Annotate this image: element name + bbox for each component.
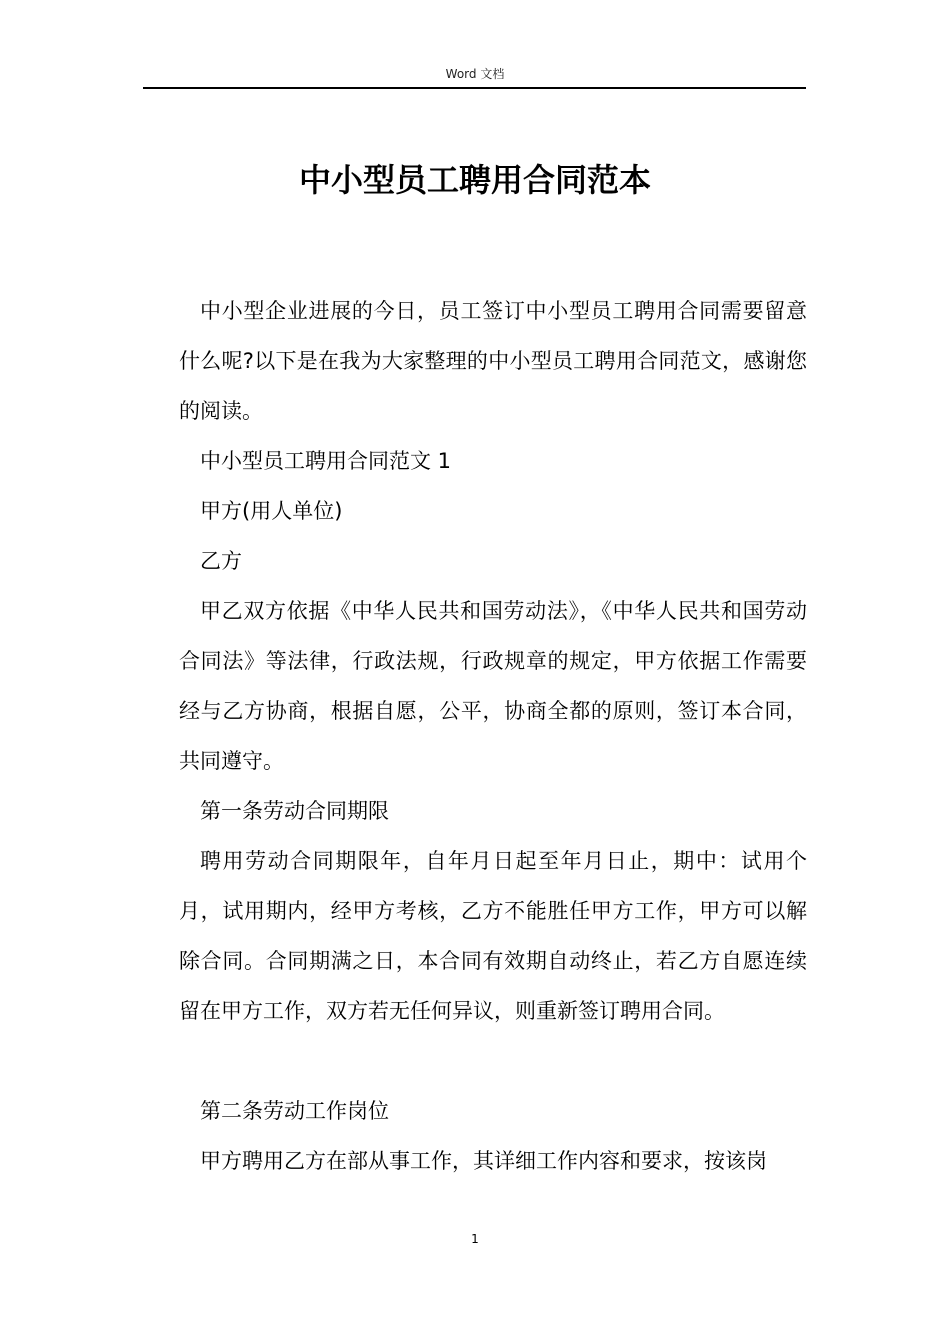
paragraph-party-b: 乙方 <box>200 549 242 573</box>
paragraph-article-1-body: 聘用劳动合同期限年，自年月日起至年月日止，期中：试用个月，试用期内，经甲方考核，乙方不能胜任甲方工作，甲方可以解除合同。合同期满之日，本合同有效期自动终止，若乙方自愿连续留在甲方工作，双方若无任何异议，则重新签订聘用合同。 <box>179 849 807 1023</box>
page-header: Word 文档 <box>445 67 505 81</box>
paragraph-intro: 中小型企业进展的今日，员工签订中小型员工聘用合同需要留意什么呢?以下是在我为大家整理的中小型员工聘用合同范文，感谢您的阅读。 <box>179 299 807 423</box>
document-body <box>179 286 807 1186</box>
paragraph-article-2-body: 甲方聘用乙方在部从事工作，其详细工作内容和要求，按该岗 <box>200 1149 767 1173</box>
paragraph-article-1-heading: 第一条劳动合同期限 <box>200 799 389 823</box>
paragraph-article-2-heading: 第二条劳动工作岗位 <box>200 1099 389 1123</box>
paragraph-party-a: 甲方(用人单位) <box>200 499 343 523</box>
paragraph-preamble: 甲乙双方依据《中华人民共和国劳动法》，《中华人民共和国劳动合同法》等法律，行政法规，行政规章的规定，甲方依据工作需要经与乙方协商，根据自愿，公平，协商全都的原则，签订本合同，共同遵守。 <box>179 599 807 773</box>
paragraph-section-heading: 中小型员工聘用合同范文 1 <box>200 449 452 473</box>
header-divider <box>143 87 806 89</box>
page-number: 1 <box>471 1232 479 1246</box>
document-title: 中小型员工聘用合同范本 <box>298 161 651 199</box>
